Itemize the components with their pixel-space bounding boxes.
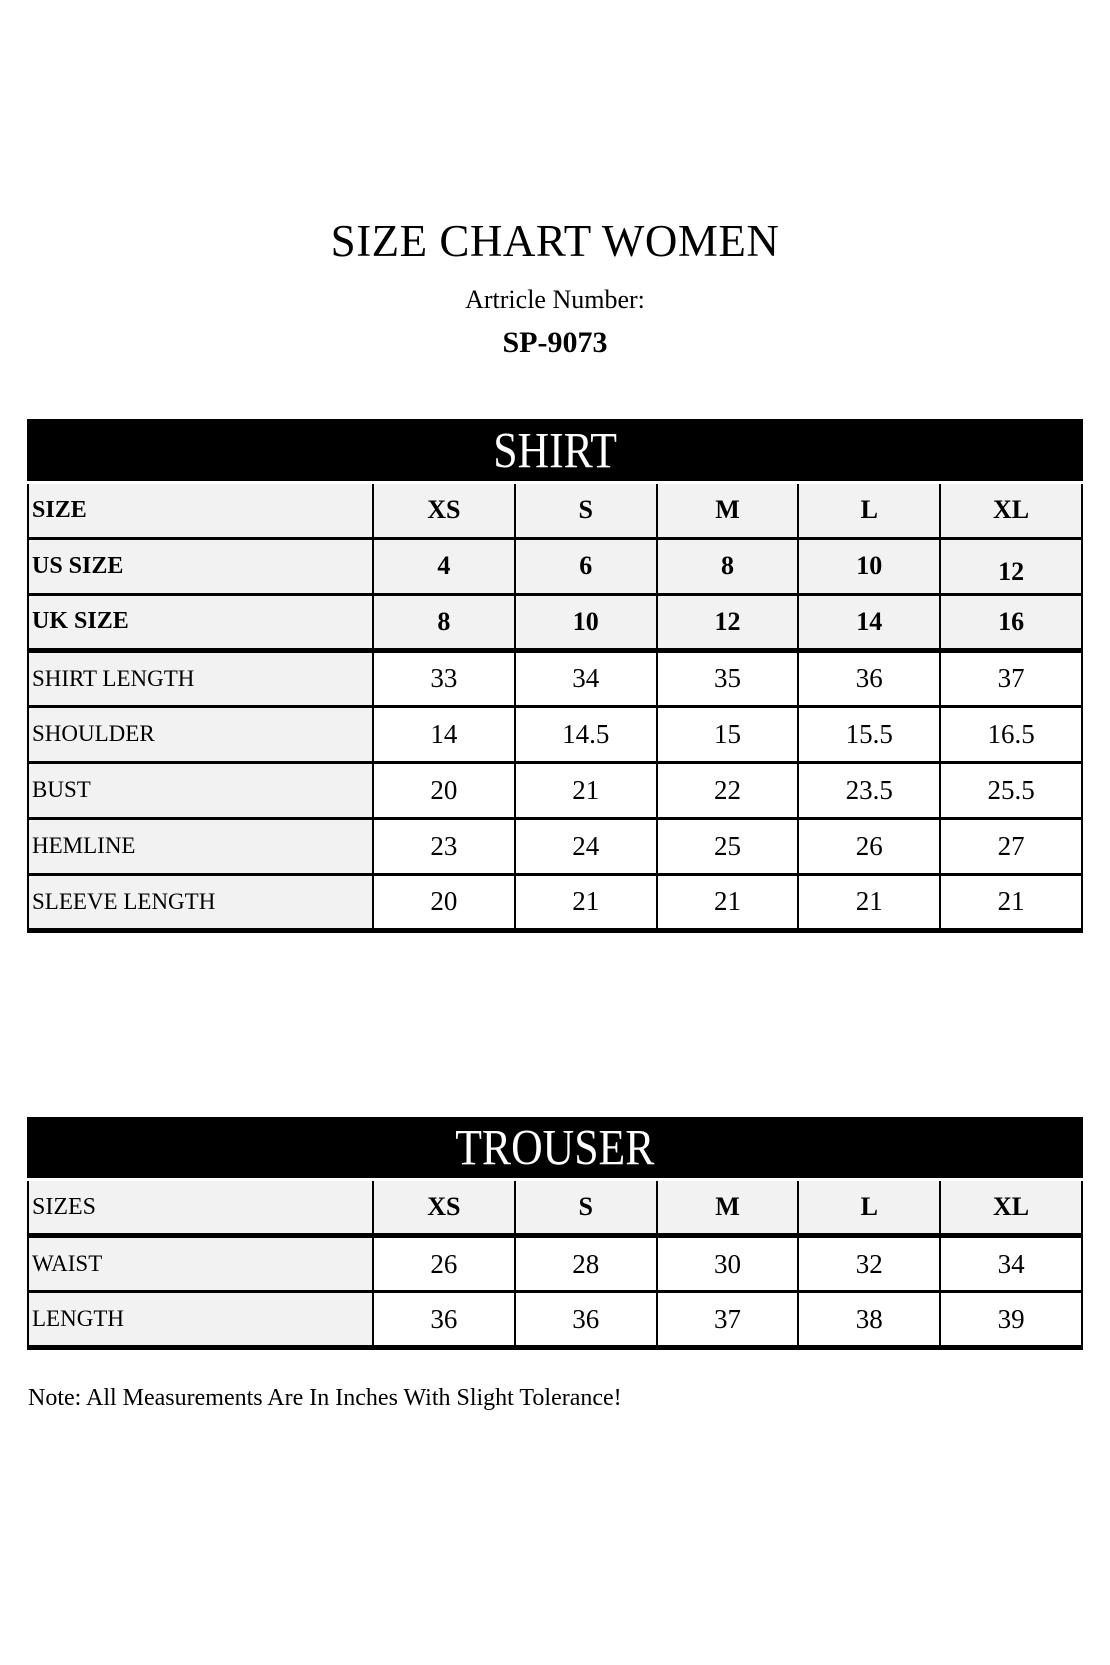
table-cell: M — [657, 482, 799, 538]
table-cell: 26 — [798, 818, 940, 874]
table-cell: 8 — [657, 538, 799, 594]
table-cell: 10 — [798, 538, 940, 594]
table-cell: 12 — [657, 594, 799, 650]
table-row-size — [28, 482, 1082, 538]
table-cell: 8 — [373, 594, 515, 650]
table-cell: 36 — [798, 650, 940, 706]
table-row-bust — [28, 762, 1082, 818]
trouser-table-title-text: TROUSER — [455, 1119, 655, 1176]
table-cell: 24 — [515, 818, 657, 874]
table-cell: 25.5 — [940, 762, 1082, 818]
table-row-sleeve-length — [28, 874, 1082, 930]
table-row-uk-size — [28, 594, 1082, 650]
table-cell: 21 — [798, 874, 940, 930]
table-row-hemline — [28, 818, 1082, 874]
table-cell: 14 — [798, 594, 940, 650]
table-cell: 28 — [515, 1236, 657, 1292]
trouser-table-title — [28, 1118, 1082, 1180]
table-cell: 37 — [940, 650, 1082, 706]
table-cell: M — [657, 1180, 799, 1236]
table-cell: 37 — [657, 1292, 799, 1348]
row-label: SIZE — [28, 482, 373, 538]
table-cell: 15 — [657, 706, 799, 762]
table-cell: 27 — [940, 818, 1082, 874]
table-row-waist — [28, 1236, 1082, 1292]
table-cell: 16.5 — [940, 706, 1082, 762]
table-cell: 20 — [373, 762, 515, 818]
article-number-value: SP-9073 — [502, 326, 608, 360]
table-cell: 30 — [657, 1236, 799, 1292]
table-cell: XL — [940, 482, 1082, 538]
table-cell: 14.5 — [515, 706, 657, 762]
table-row-shoulder — [28, 706, 1082, 762]
table-cell: 21 — [515, 874, 657, 930]
table-row-sizes — [28, 1180, 1082, 1236]
table-cell: 39 — [940, 1292, 1082, 1348]
table-cell: 23.5 — [798, 762, 940, 818]
table-cell: 35 — [657, 650, 799, 706]
table-row-shirt-length — [28, 650, 1082, 706]
table-cell: 23 — [373, 818, 515, 874]
table-cell: 36 — [373, 1292, 515, 1348]
row-label: SIZES — [28, 1180, 373, 1236]
page-title: SIZE CHART WOMEN — [330, 216, 780, 266]
row-label: HEMLINE — [28, 818, 373, 874]
table-cell: 4 — [373, 538, 515, 594]
table-cell: 32 — [798, 1236, 940, 1292]
table-cell: 15.5 — [798, 706, 940, 762]
table-cell — [940, 538, 1082, 594]
table-cell-value: 12 — [998, 557, 1025, 587]
table-cell: 6 — [515, 538, 657, 594]
size-chart-document — [27, 0, 1083, 1413]
table-cell: L — [798, 1180, 940, 1236]
measurement-note: Note: All Measurements Are In Inches With Slight Tolerance! — [28, 1385, 622, 1412]
row-label: SHIRT LENGTH — [28, 650, 373, 706]
table-cell: 14 — [373, 706, 515, 762]
row-label: SHOULDER — [28, 706, 373, 762]
table-cell: XS — [373, 482, 515, 538]
table-cell: 21 — [940, 874, 1082, 930]
table-row-us-size — [28, 538, 1082, 594]
row-label: SLEEVE LENGTH — [28, 874, 373, 930]
row-label: LENGTH — [28, 1292, 373, 1348]
table-cell: 34 — [940, 1236, 1082, 1292]
table-cell: 21 — [515, 762, 657, 818]
table-row-length — [28, 1292, 1082, 1348]
table-cell: 16 — [940, 594, 1082, 650]
table-cell: XL — [940, 1180, 1082, 1236]
trouser-table-header-row — [28, 1118, 1082, 1180]
table-cell: S — [515, 482, 657, 538]
table-cell: 26 — [373, 1236, 515, 1292]
row-label: WAIST — [28, 1236, 373, 1292]
row-label: US SIZE — [28, 538, 373, 594]
table-cell: S — [515, 1180, 657, 1236]
trouser-size-table — [27, 1117, 1083, 1351]
table-cell: XS — [373, 1180, 515, 1236]
table-cell: 21 — [657, 874, 799, 930]
shirt-table-header-row — [28, 420, 1082, 482]
table-cell: 33 — [373, 650, 515, 706]
shirt-table-title-text: SHIRT — [493, 422, 617, 479]
table-cell: 25 — [657, 818, 799, 874]
shirt-size-table — [27, 419, 1083, 933]
table-cell: 22 — [657, 762, 799, 818]
shirt-table-title — [28, 420, 1082, 482]
table-cell: 34 — [515, 650, 657, 706]
article-number-label: Artricle Number: — [465, 285, 645, 314]
table-cell: 20 — [373, 874, 515, 930]
row-label: UK SIZE — [28, 594, 373, 650]
table-cell: 10 — [515, 594, 657, 650]
row-label: BUST — [28, 762, 373, 818]
table-cell: L — [798, 482, 940, 538]
table-cell: 36 — [515, 1292, 657, 1348]
table-cell: 38 — [798, 1292, 940, 1348]
